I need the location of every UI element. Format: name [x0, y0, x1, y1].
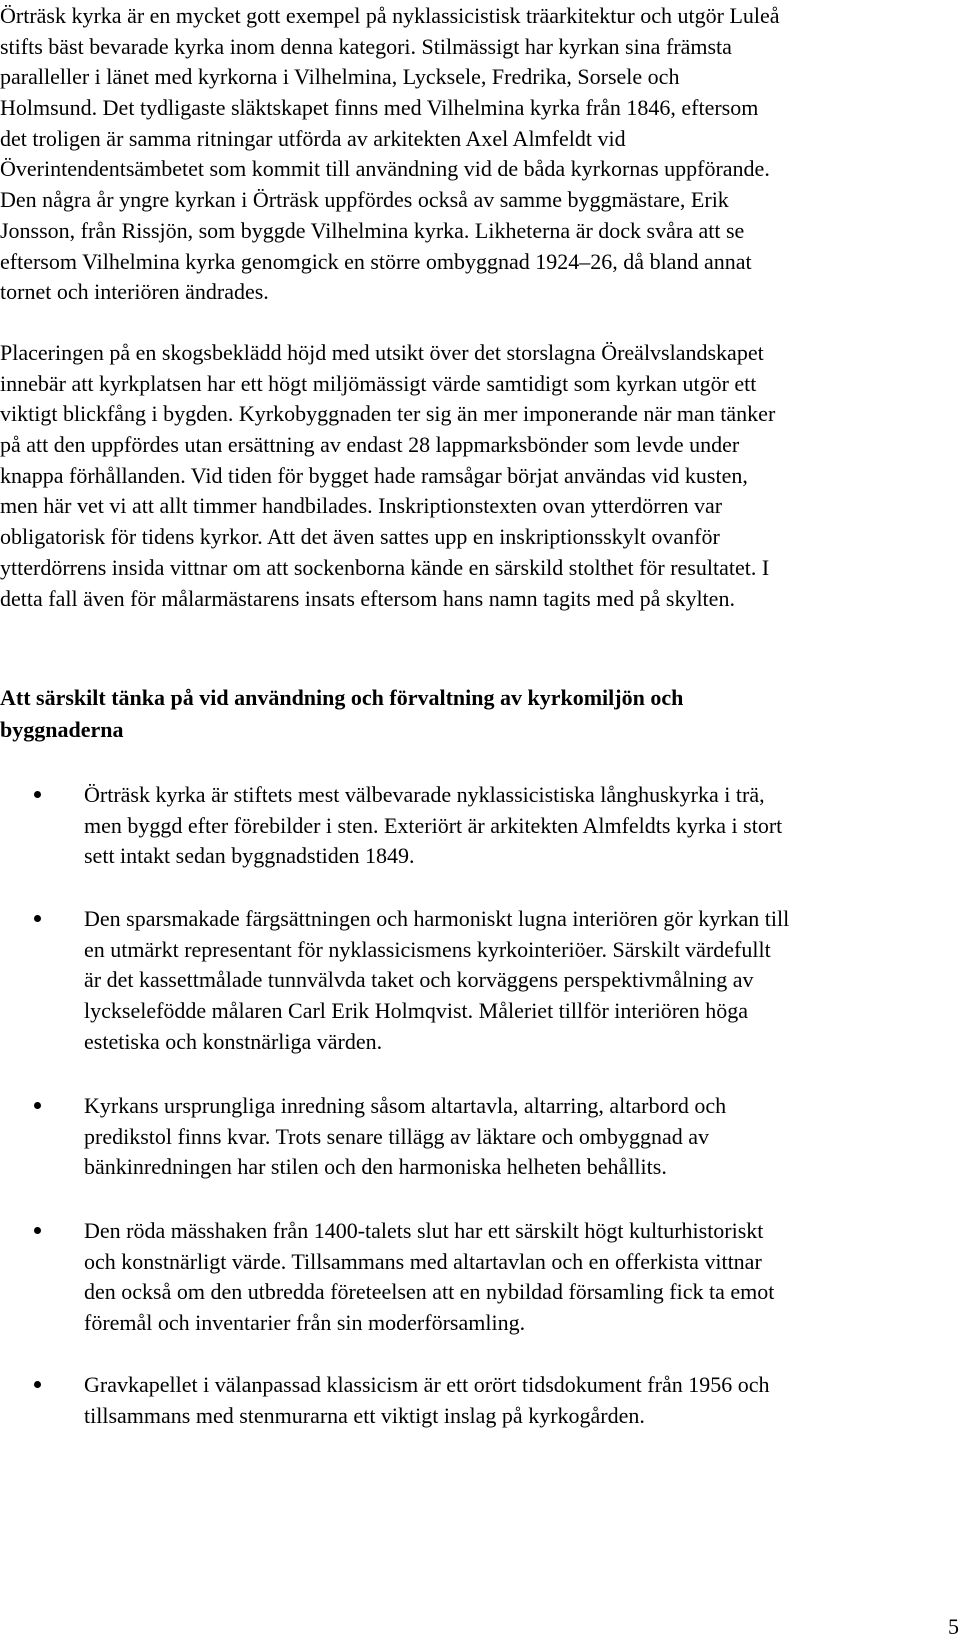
- paragraph-line: knappa förhållanden. Vid tiden för bygget hade ramsågar börjat användas vid kusten,: [0, 462, 748, 488]
- page-number: 5: [948, 1614, 959, 1639]
- bullet-line: estetiska och konstnärliga värden.: [84, 1028, 383, 1054]
- bullet-line: sett intakt sedan byggnadstiden 1849.: [84, 843, 415, 869]
- bullet-line: och konstnärligt värde. Tillsammans med altartavlan och en offerkista vittnar: [84, 1248, 762, 1274]
- paragraph-line: viktigt blickfång i bygden. Kyrkobyggnaden ter sig än mer imponerande när man tänker: [0, 401, 776, 427]
- paragraph-line: Jonsson, från Rissjön, som byggde Vilhelmina kyrka. Likheterna är dock svåra att se: [0, 217, 745, 243]
- bullet-text: [84, 1370, 769, 1431]
- heading-line: Att särskilt tänka på vid användning och förvaltning av kyrkomiljön och: [0, 685, 684, 710]
- bullet-line: Den sparsmakade färgsättningen och harmoniskt lugna interiören gör kyrkan till: [84, 906, 790, 931]
- bullet-line: bänkinredningen har stilen och den harmoniska helheten behållits.: [84, 1154, 667, 1180]
- bullet-line: Örträsk kyrka är stiftets mest välbevarade nyklassicistiska långhuskyrka i trä,: [84, 782, 765, 807]
- paragraph-line: stifts bäst bevarade kyrka inom denna kategori. Stilmässigt har kyrkan sina främsta: [0, 33, 732, 59]
- paragraph-2: [0, 338, 775, 614]
- bullet-line: en utmärkt representant för nyklassicismens kyrkointeriöer. Särskilt värdefullt: [84, 936, 771, 962]
- bullet-line: den också om den utbredda företeelsen att en nybildad församling fick ta emot: [84, 1279, 775, 1305]
- paragraph-1: [0, 1, 780, 308]
- paragraph-line: det troligen är samma ritningar utförda av arkitekten Axel Almfeldt vid: [0, 125, 626, 151]
- heading-line: byggnaderna: [0, 717, 124, 742]
- bullet-line: föremål och inventarier från sin moderförsamling.: [84, 1310, 526, 1336]
- bullet-text: [84, 904, 789, 1057]
- paragraph-line: Den några år yngre kyrkan i Örträsk uppfördes också av samme byggmästare, Erik: [0, 187, 729, 213]
- paragraph-line: Holmsund. Det tydligaste släktskapet finns med Vilhelmina kyrka från 1846, eftersom: [0, 95, 759, 121]
- bullet-dot-icon: [34, 791, 41, 798]
- bullet-dot-icon: [34, 1102, 41, 1109]
- bullet-text: [84, 1091, 726, 1183]
- bullet-line: men byggd efter förebilder i sten. Exteriört är arkitekten Almfeldts kyrka i stort: [84, 812, 783, 838]
- paragraph-line: innebär att kyrkplatsen har ett högt miljömässigt värde samtidigt som kyrkan utgör ett: [0, 370, 757, 396]
- bullet-dot-icon: [34, 915, 41, 922]
- bullet-line: lyckselefödde målaren Carl Erik Holmqvist. Måleriet tillför interiören höga: [84, 998, 749, 1024]
- paragraph-line: paralleller i länet med kyrkorna i Vilhelmina, Lycksele, Fredrika, Sorsele och: [0, 64, 680, 90]
- paragraph-line: eftersom Vilhelmina kyrka genomgick en större ombyggnad 1924–26, då bland annat: [0, 248, 752, 274]
- bullet-line: Gravkapellet i välanpassad klassicism är ett orört tidsdokument från 1956 och: [84, 1372, 770, 1397]
- paragraph-line: ytterdörrens insida vittnar om att sockenborna kände en särskild stolthet för resultatet. I: [0, 554, 770, 580]
- paragraph-line: obligatorisk för tidens kyrkor. Att det även sattes upp en inskriptionsskylt ovanför: [0, 524, 720, 550]
- bullet-text: [84, 1216, 774, 1339]
- section-heading: [0, 682, 683, 746]
- bullet-line: Den röda mässhaken från 1400-talets slut har ett särskilt högt kulturhistoriskt: [84, 1218, 764, 1243]
- bullet-dot-icon: [34, 1381, 41, 1388]
- bullet-line: är det kassettmålade tunnvälvda taket och korväggens perspektivmålning av: [84, 967, 754, 993]
- bullet-line: predikstol finns kvar. Trots senare tillägg av läktare och ombyggnad av: [84, 1123, 710, 1149]
- bullet-line: Kyrkans ursprungliga inredning såsom altartavla, altarring, altarbord och: [84, 1093, 727, 1118]
- bullet-line: tillsammans med stenmurarna ett viktigt inslag på kyrkogården.: [84, 1402, 645, 1428]
- paragraph-line: tornet och interiören ändrades.: [0, 279, 269, 305]
- bullet-text: [84, 780, 782, 872]
- paragraph-line: Placeringen på en skogsbeklädd höjd med utsikt över det storslagna Öreälvslandskapet: [0, 340, 764, 365]
- paragraph-line: Överintendentsämbetet som kommit till användning vid de båda kyrkornas uppförande.: [0, 156, 770, 182]
- paragraph-line: men här vet vi att allt timmer handbilades. Inskriptionstexten ovan ytterdörren var: [0, 493, 723, 519]
- paragraph-line: på att den uppfördes utan ersättning av endast 28 lappmarksbönder som levde under: [0, 432, 740, 458]
- bullet-dot-icon: [34, 1227, 41, 1234]
- paragraph-line: Örträsk kyrka är en mycket gott exempel på nyklassicistisk träarkitektur och utgör Luleå: [0, 3, 780, 28]
- paragraph-line: detta fall även för målarmästarens insats eftersom hans namn tagits med på skylten.: [0, 585, 735, 611]
